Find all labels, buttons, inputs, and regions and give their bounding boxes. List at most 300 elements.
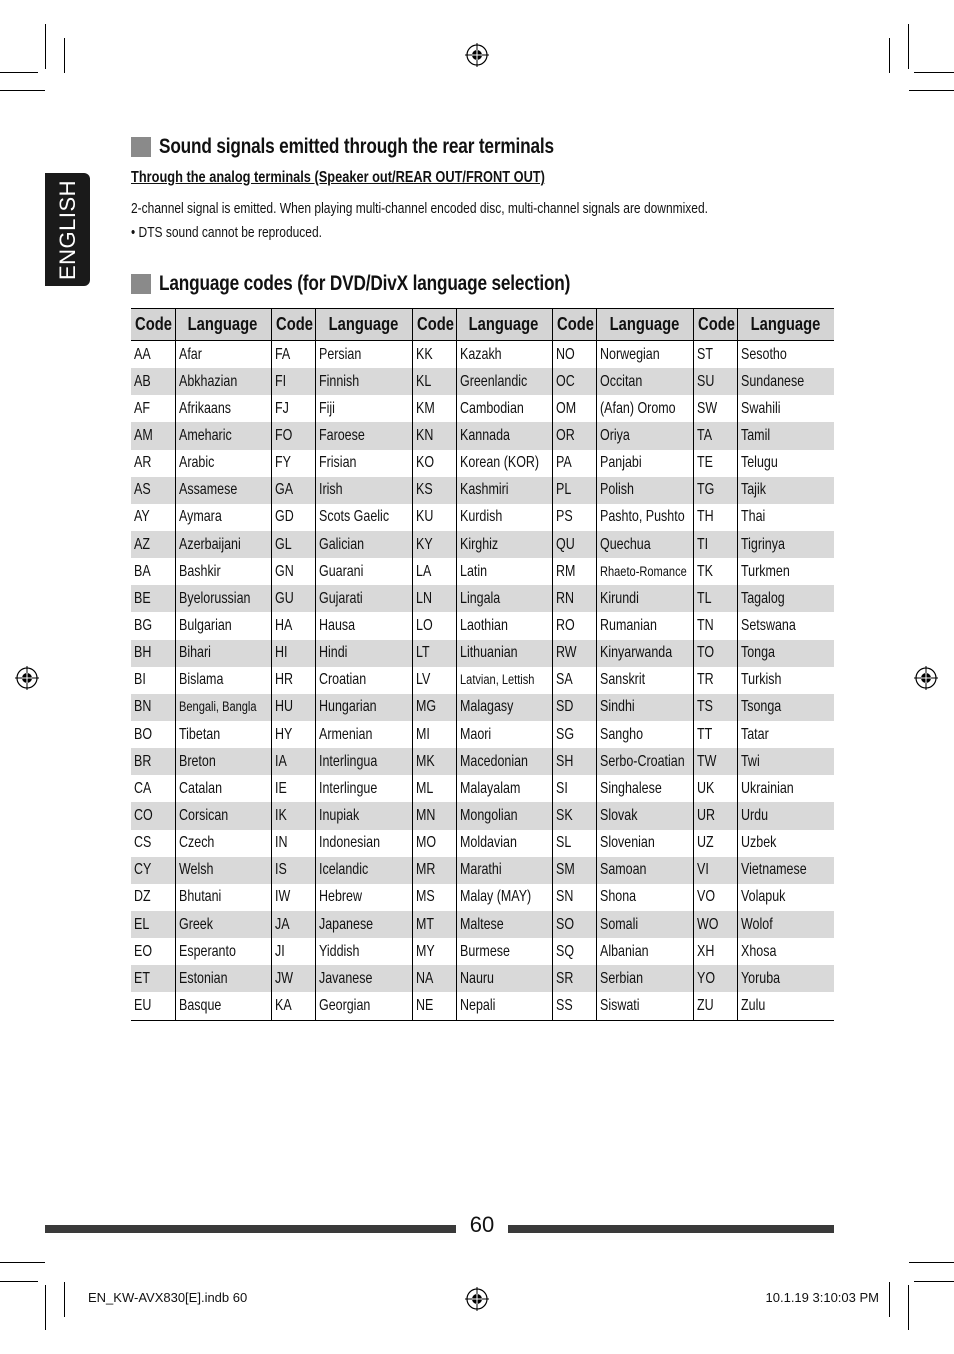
language-code-cell: LN [412,585,456,612]
language-name-cell: Tibetan [175,721,271,748]
language-name-cell: Latvian, Lettish [456,667,552,694]
subheading: Through the analog terminals (Speaker out/REAR OUT/FRONT OUT) [131,169,545,186]
language-code-cell: TW [693,748,737,775]
table-row [131,395,834,422]
language-code-cell: JI [271,938,315,965]
language-code-cell: KY [412,531,456,558]
language-code-cell: UK [693,775,737,802]
language-name-cell: Catalan [175,775,271,802]
language-code-cell: CO [131,802,175,829]
language-code-cell: JA [271,911,315,938]
language-name-cell: Fiji [315,395,412,422]
language-code-cell: FJ [271,395,315,422]
language-name-cell: Tamil [737,422,834,449]
language-name-cell: Rhaeto-Romance [596,558,693,585]
language-code-cell: BG [134,616,153,634]
column-header-code: Code [271,309,315,341]
language-code-cell: BH [131,640,175,667]
language-code-cell: KO [412,450,456,477]
language-code-cell: TA [693,422,737,449]
language-name-cell: Kannada [456,422,552,449]
language-name-cell: Polish [596,477,693,504]
language-code-cell: MY [412,938,456,965]
footer-bar-right [508,1225,834,1233]
language-name-cell: Welsh [175,857,271,884]
column-header-code: Code [412,309,456,341]
table-row [131,884,834,911]
language-name-cell: Shona [596,884,693,911]
language-name-cell: Norwegian [596,341,693,369]
language-code-cell: SO [552,911,596,938]
table-row [131,612,834,639]
language-name-cell: Greenlandic [456,368,552,395]
language-name-cell: Siswati [596,992,693,1020]
language-name-cell: Irish [315,477,412,504]
language-name-cell: Burmese [456,938,552,965]
language-name-cell: Frisian [315,450,412,477]
language-code-cell: WO [693,911,737,938]
section-title: Sound signals emitted through the rear terminals [159,135,554,158]
language-name-cell: Kashmiri [456,477,552,504]
language-name-cell: Laothian [456,612,552,639]
language-name-cell: Persian [315,341,412,369]
language-code-cell: ML [412,775,456,802]
language-name-cell: Malay (MAY) [456,884,552,911]
language-code-cell: MK [412,748,456,775]
print-file-info: EN_KW-AVX830[E].indb 60 [88,1290,248,1305]
language-code-cell: OC [552,368,596,395]
registration-mark-icon [465,1287,489,1311]
table-row [131,477,834,504]
language-name-cell: Tajik [737,477,834,504]
language-name-cell: Maori [456,721,552,748]
language-code-cell: AF [134,399,150,417]
language-name-cell: Indonesian [315,830,412,857]
language-name-cell: Telugu [737,450,834,477]
language-code-cell: KK [412,341,456,369]
language-code-cell: TK [693,558,737,585]
language-name-cell: Xhosa [737,938,834,965]
column-header-language: Language [596,309,693,341]
language-code-cell: BR [131,748,175,775]
language-code-cell: BI [134,671,146,689]
language-code-cell: AB [131,368,175,395]
language-name-cell: Mongolian [456,802,552,829]
language-code-cell: TS [693,694,737,721]
table-row [131,368,834,395]
language-name-cell: Singhalese [596,775,693,802]
language-code-cell: VO [693,884,737,911]
language-name-cell: Malayalam [456,775,552,802]
language-name-cell: Gujarati [315,585,412,612]
language-name-cell: Thai [737,504,834,531]
language-code-cell: SR [552,965,596,992]
language-name-cell: Basque [175,992,271,1020]
language-name-cell: Afar [175,341,271,369]
language-name-cell: Quechua [596,531,693,558]
language-name-cell: Serbian [596,965,693,992]
language-code-cell: PA [552,450,596,477]
language-name-cell: Inupiak [315,802,412,829]
language-name-cell: Swahili [737,395,834,422]
language-name-cell: Hausa [315,612,412,639]
language-name-cell: Javanese [315,965,412,992]
language-code-cell: SD [552,694,596,721]
language-code-cell: SM [552,857,596,884]
language-side-tab [45,173,90,286]
language-name-cell: Hindi [315,640,412,667]
language-name-cell: Icelandic [315,857,412,884]
column-header-code: Code [552,309,596,341]
language-name-cell: Breton [175,748,271,775]
language-code-cell: YO [693,965,737,992]
language-code-cell: BA [134,562,151,580]
language-name-cell: Zulu [737,992,834,1020]
table-row [131,585,834,612]
print-timestamp: 10.1.19 3:10:03 PM [765,1290,879,1305]
language-name-cell: Turkish [737,667,834,694]
language-name-cell: Abkhazian [175,368,271,395]
language-code-cell: RW [552,640,596,667]
page-number: 60 [469,1212,495,1237]
section-square-icon [131,274,151,294]
language-name-cell: Volapuk [737,884,834,911]
language-name-cell: Bengali, Bangla [175,694,271,721]
language-code-cell: CY [131,857,175,884]
column-header-language: Language [456,309,552,341]
language-code-cell: TH [693,504,737,531]
language-name-cell: Yiddish [315,938,412,965]
language-name-cell: Occitan [596,368,693,395]
language-name-cell: Latin [456,558,552,585]
language-name-cell: Japanese [315,911,412,938]
language-code-cell: IE [271,775,315,802]
language-name-cell: Kirundi [596,585,693,612]
language-code-cell: MG [412,694,456,721]
language-code-cell: SK [552,802,596,829]
language-code-cell: MT [412,911,456,938]
language-name-cell: Marathi [456,857,552,884]
language-code-cell: BN [131,694,175,721]
language-code-cell: SQ [552,938,596,965]
language-name-cell: Interlingua [315,748,412,775]
language-code-cell: HU [271,694,315,721]
language-name-cell: Tagalog [737,585,834,612]
language-code-cell: IN [271,830,315,857]
language-name-cell: Moldavian [456,830,552,857]
language-name-cell: Aymara [175,504,271,531]
table-row [131,911,834,938]
side-tab-label: ENGLISH [54,179,80,280]
language-code-cell: SS [552,992,596,1020]
language-code-cell: HR [271,667,315,694]
language-code-cell: BE [131,585,175,612]
language-name-cell: Macedonian [456,748,552,775]
language-code-cell: KS [412,477,456,504]
registration-mark-icon [465,43,489,67]
language-code-cell: AY [134,508,150,526]
registration-mark-icon [15,666,39,690]
language-code-cell: XH [693,938,737,965]
language-code-cell: FY [271,450,315,477]
language-code-cell: HI [271,640,315,667]
language-name-cell: Kazakh [456,341,552,369]
language-code-cell: BO [134,725,153,743]
language-code-cell: AM [131,422,175,449]
language-name-cell: Hungarian [315,694,412,721]
language-name-cell: Korean (KOR) [456,450,552,477]
language-code-cell: PL [552,477,596,504]
language-code-cell: GN [271,558,315,585]
language-name-cell: Urdu [737,802,834,829]
language-code-cell: SA [552,667,596,694]
language-code-cell: LA [412,558,456,585]
language-code-cell: SH [552,748,596,775]
table-row [131,802,834,829]
table-row [131,965,834,992]
language-code-cell: FO [271,422,315,449]
language-name-cell: Finnish [315,368,412,395]
language-name-cell: Byelorussian [175,585,271,612]
language-name-cell: Sangho [596,721,693,748]
language-name-cell: Nauru [456,965,552,992]
language-name-cell: Cambodian [456,395,552,422]
language-name-cell: Ukrainian [737,775,834,802]
language-code-cell: IA [271,748,315,775]
language-name-cell: Samoan [596,857,693,884]
section-heading-rear-terminals [131,135,641,159]
language-code-cell: EU [131,992,175,1020]
language-code-cell: JW [271,965,315,992]
section-title: Language codes (for DVD/DivX language selection) [159,272,571,295]
language-code-cell: MN [412,802,456,829]
language-name-cell: Estonian [175,965,271,992]
language-code-cell: TT [693,721,737,748]
language-code-cell: DZ [134,888,151,906]
language-code-cell: GU [271,585,315,612]
language-name-cell: Sanskrit [596,667,693,694]
language-code-cell: CS [134,834,152,852]
language-code-cell: UZ [693,830,737,857]
description-paragraph: 2-channel signal is emitted. When playing multi-channel encoded disc, multi-channel signals are downmixed. [131,200,708,217]
language-code-cell: OM [552,395,596,422]
language-name-cell: Ameharic [175,422,271,449]
language-code-cell: EO [134,942,153,960]
language-code-cell: SW [693,395,737,422]
language-name-cell: Maltese [456,911,552,938]
language-name-cell: Pashto, Pushto [596,504,693,531]
language-name-cell: Esperanto [175,938,271,965]
table-row [131,830,834,857]
language-name-cell: Bihari [175,640,271,667]
table-row [131,694,834,721]
language-code-cell: TN [693,612,737,639]
language-name-cell: Malagasy [456,694,552,721]
language-code-cell: KM [412,395,456,422]
table-row [131,422,834,449]
language-name-cell: Armenian [315,721,412,748]
language-code-cell: KU [412,504,456,531]
language-name-cell: Guarani [315,558,412,585]
language-code-cell: SG [552,721,596,748]
language-code-cell: VI [693,857,737,884]
language-name-cell: Greek [175,911,271,938]
language-code-cell: OR [552,422,596,449]
language-name-cell: Corsican [175,802,271,829]
table-row [131,341,834,369]
column-header-language: Language [737,309,834,341]
table-row [131,857,834,884]
language-code-cell: LV [412,667,456,694]
language-name-cell: Bislama [175,667,271,694]
language-name-cell: Sindhi [596,694,693,721]
language-code-cell: TE [693,450,737,477]
language-code-cell: NO [552,341,596,369]
language-name-cell: Bulgarian [175,612,271,639]
table-row [131,992,834,1020]
language-name-cell: Sesotho [737,341,834,369]
language-name-cell: Kurdish [456,504,552,531]
table-row [131,721,834,748]
language-code-cell: GD [271,504,315,531]
language-code-cell: SL [552,830,596,857]
language-name-cell: Rumanian [596,612,693,639]
language-name-cell: Croatian [315,667,412,694]
language-code-cell: ZU [693,992,737,1020]
language-name-cell: Uzbek [737,830,834,857]
column-header-language: Language [315,309,412,341]
language-name-cell: Yoruba [737,965,834,992]
language-code-cell: GL [271,531,315,558]
language-name-cell: Afrikaans [175,395,271,422]
language-code-cell: NE [412,992,456,1020]
language-code-cell: LO [412,612,456,639]
language-code-cell: HY [271,721,315,748]
registration-mark-icon [914,666,938,690]
language-code-cell: MI [412,721,456,748]
language-name-cell: Somali [596,911,693,938]
table-row [131,667,834,694]
language-code-cell: MO [412,830,456,857]
language-name-cell: (Afan) Oromo [596,395,693,422]
language-code-cell: TL [693,585,737,612]
column-header-language: Language [175,309,271,341]
table-row [131,640,834,667]
bullet-note: • DTS sound cannot be reproduced. [131,224,322,241]
language-name-cell: Tatar [737,721,834,748]
table-row [131,748,834,775]
language-code-cell: SU [693,368,737,395]
language-name-cell: Vietnamese [737,857,834,884]
table-row [131,531,834,558]
language-code-cell: FA [271,341,315,369]
language-name-cell: Twi [737,748,834,775]
language-name-cell: Wolof [737,911,834,938]
language-code-cell: HA [271,612,315,639]
language-name-cell: Assamese [175,477,271,504]
language-code-cell: LT [412,640,456,667]
footer-bar-left [45,1225,456,1233]
language-code-cell: AA [134,345,151,363]
section-square-icon [131,137,151,157]
language-code-cell: AR [134,454,152,472]
language-code-cell: MS [412,884,456,911]
table-row [131,504,834,531]
language-name-cell: Arabic [175,450,271,477]
table-row [131,938,834,965]
language-name-cell: Georgian [315,992,412,1020]
language-code-cell: SI [552,775,596,802]
language-code-cell: RM [552,558,596,585]
language-name-cell: Interlingue [315,775,412,802]
language-name-cell: Tigrinya [737,531,834,558]
language-code-cell: QU [552,531,596,558]
language-name-cell: Kirghiz [456,531,552,558]
language-name-cell: Slovak [596,802,693,829]
language-name-cell: Serbo-Croatian [596,748,693,775]
language-name-cell: Kinyarwanda [596,640,693,667]
language-name-cell: Scots Gaelic [315,504,412,531]
language-name-cell: Albanian [596,938,693,965]
language-code-cell: GA [271,477,315,504]
language-name-cell: Azerbaijani [175,531,271,558]
language-name-cell: Sundanese [737,368,834,395]
language-name-cell: Setswana [737,612,834,639]
language-code-cell: RO [552,612,596,639]
language-code-cell: IS [271,857,315,884]
language-name-cell: Bhutani [175,884,271,911]
language-code-cell: IK [271,802,315,829]
language-code-cell: KN [412,422,456,449]
language-code-cell: TI [693,531,737,558]
language-code-cell: CA [134,779,152,797]
language-code-cell: EL [131,911,175,938]
language-code-cell: IW [271,884,315,911]
language-name-cell: Panjabi [596,450,693,477]
language-name-cell: Oriya [596,422,693,449]
language-name-cell: Turkmen [737,558,834,585]
language-name-cell: Faroese [315,422,412,449]
language-code-cell: KL [412,368,456,395]
language-code-cell: PS [552,504,596,531]
language-code-cell: ST [693,341,737,369]
language-name-cell: Tsonga [737,694,834,721]
language-code-cell: KA [271,992,315,1020]
language-name-cell: Galician [315,531,412,558]
language-name-cell: Lingala [456,585,552,612]
language-name-cell: Hebrew [315,884,412,911]
language-code-cell: TG [693,477,737,504]
language-code-cell: SN [552,884,596,911]
language-name-cell: Czech [175,830,271,857]
column-header-code: Code [693,309,737,341]
language-name-cell: Tonga [737,640,834,667]
language-code-cell: FI [271,368,315,395]
section-heading-language-codes [131,272,661,296]
language-code-cell: AZ [131,531,175,558]
language-code-cell: MR [412,857,456,884]
language-name-cell: Slovenian [596,830,693,857]
language-codes-table [131,308,834,1021]
language-code-cell: ET [131,965,175,992]
language-code-cell: AS [131,477,175,504]
table-row [131,558,834,585]
language-name-cell: Nepali [456,992,552,1020]
language-code-cell: RN [552,585,596,612]
table-row [131,450,834,477]
language-code-cell: TO [693,640,737,667]
language-code-cell: NA [412,965,456,992]
